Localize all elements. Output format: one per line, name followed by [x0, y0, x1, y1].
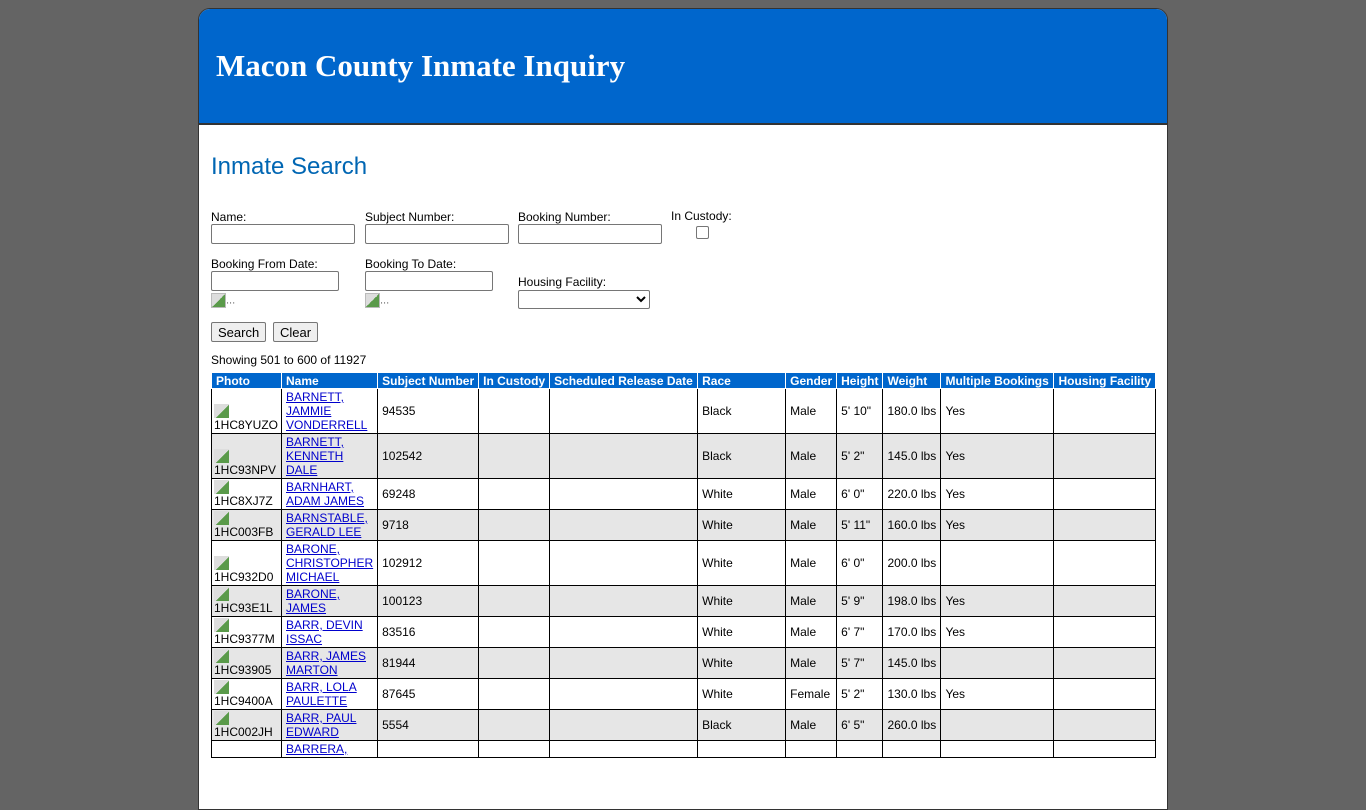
photo-alt-text: 1HC003FB: [214, 525, 274, 539]
cell-release-date: [550, 389, 698, 434]
calendar-from-icon[interactable]: ...: [211, 293, 235, 308]
cell-photo: [212, 741, 282, 758]
cell-gender: Male: [786, 710, 837, 741]
table-row: [212, 679, 1156, 710]
cell-race: White: [698, 510, 786, 541]
photo-alt-text: 1HC93NPV: [214, 463, 277, 477]
cell-weight: 145.0 lbs: [883, 648, 941, 679]
cell-name: [282, 586, 378, 617]
cell-gender: Male: [786, 479, 837, 510]
cell-height: 6' 5": [837, 710, 883, 741]
cell-in-custody: [479, 710, 550, 741]
cell-height: 6' 7": [837, 617, 883, 648]
column-header-name: Name: [282, 373, 378, 389]
cell-release-date: [550, 617, 698, 648]
inmate-photo-icon[interactable]: [214, 587, 229, 601]
site-title: Macon County Inmate Inquiry: [216, 48, 626, 83]
cell-housing-facility: [1054, 510, 1156, 541]
subject-number-label: Subject Number:: [365, 210, 455, 224]
table-row: [212, 710, 1156, 741]
inmate-photo-icon[interactable]: [214, 680, 229, 694]
inmate-name-link[interactable]: BARNETT, JAMMIE VONDERRELL: [286, 390, 368, 432]
cell-in-custody: [479, 434, 550, 479]
inmate-photo-icon[interactable]: [214, 480, 229, 494]
cell-photo: [212, 648, 282, 679]
cell-weight: 170.0 lbs: [883, 617, 941, 648]
cell-multiple-bookings: Yes: [941, 679, 1054, 710]
table-row: [212, 389, 1156, 434]
inmate-photo-icon[interactable]: [214, 449, 229, 463]
cell-race: White: [698, 479, 786, 510]
cell-photo: [212, 389, 282, 434]
cell-release-date: [550, 479, 698, 510]
cell-subject-number: [378, 741, 479, 758]
cell-photo: [212, 617, 282, 648]
inmate-name-link[interactable]: BARONE, JAMES: [286, 587, 341, 615]
cell-race: Black: [698, 434, 786, 479]
booking-from-input[interactable]: [211, 271, 339, 291]
cell-height: 5' 2": [837, 679, 883, 710]
cell-in-custody: [479, 648, 550, 679]
cell-housing-facility: [1054, 389, 1156, 434]
cell-release-date: [550, 434, 698, 479]
column-header-multiple-bookings: Multiple Bookings: [941, 373, 1054, 389]
cell-weight: 198.0 lbs: [883, 586, 941, 617]
cell-gender: Male: [786, 617, 837, 648]
page-title: Inmate Search: [211, 153, 368, 180]
cell-multiple-bookings: Yes: [941, 510, 1054, 541]
cell-gender: Male: [786, 648, 837, 679]
cell-subject-number: 9718: [378, 510, 479, 541]
cell-height: 5' 7": [837, 648, 883, 679]
cell-height: 5' 9": [837, 586, 883, 617]
cell-height: [837, 741, 883, 758]
cell-in-custody: [479, 510, 550, 541]
inmate-name-link[interactable]: BARRERA,: [286, 742, 348, 756]
inmate-name-link[interactable]: BARONE, CHRISTOPHER MICHAEL: [286, 542, 374, 584]
table-row: [212, 510, 1156, 541]
photo-alt-text: 1HC93E1L: [214, 601, 273, 615]
cell-multiple-bookings: Yes: [941, 434, 1054, 479]
inmate-photo-icon[interactable]: [214, 649, 229, 663]
cell-housing-facility: [1054, 710, 1156, 741]
cell-race: Black: [698, 710, 786, 741]
cell-name: [282, 541, 378, 586]
page-container: [198, 8, 1168, 810]
name-label: Name:: [211, 210, 247, 224]
cell-subject-number: 100123: [378, 586, 479, 617]
inmate-name-link[interactable]: BARR, JAMES MARTON: [286, 649, 367, 677]
cell-subject-number: 102912: [378, 541, 479, 586]
cell-in-custody: [479, 679, 550, 710]
cell-subject-number: 69248: [378, 479, 479, 510]
cell-release-date: [550, 741, 698, 758]
table-header-row: [212, 373, 1156, 389]
cell-release-date: [550, 586, 698, 617]
results-count: Showing 501 to 600 of 11927: [211, 353, 367, 367]
cell-subject-number: 81944: [378, 648, 479, 679]
cell-multiple-bookings: Yes: [941, 617, 1054, 648]
cell-name: [282, 389, 378, 434]
cell-housing-facility: [1054, 541, 1156, 586]
cell-multiple-bookings: [941, 710, 1054, 741]
column-header-weight: Weight: [883, 373, 941, 389]
cell-photo: [212, 479, 282, 510]
cell-height: 6' 0": [837, 541, 883, 586]
cell-gender: Female: [786, 679, 837, 710]
photo-alt-text: 1HC9377M: [214, 632, 275, 646]
cell-housing-facility: [1054, 617, 1156, 648]
table-row: [212, 586, 1156, 617]
cell-multiple-bookings: [941, 541, 1054, 586]
cell-housing-facility: [1054, 648, 1156, 679]
housing-facility-select[interactable]: [518, 290, 650, 309]
cell-name: [282, 679, 378, 710]
cell-race: White: [698, 648, 786, 679]
cell-multiple-bookings: Yes: [941, 389, 1054, 434]
column-header-race: Race: [698, 373, 786, 389]
cell-housing-facility: [1054, 434, 1156, 479]
cell-height: 6' 0": [837, 479, 883, 510]
column-header-housing-facility: Housing Facility: [1054, 373, 1156, 389]
inmate-name-link[interactable]: BARNETT, KENNETH DALE: [286, 435, 345, 477]
table-row: [212, 741, 1156, 758]
housing-facility-label: Housing Facility:: [518, 275, 607, 289]
cell-weight: 130.0 lbs: [883, 679, 941, 710]
cell-height: 5' 2": [837, 434, 883, 479]
subject-number-input[interactable]: [365, 224, 509, 244]
cell-multiple-bookings: Yes: [941, 586, 1054, 617]
cell-multiple-bookings: [941, 648, 1054, 679]
inmate-photo-icon[interactable]: [214, 618, 229, 632]
cell-release-date: [550, 648, 698, 679]
cell-name: [282, 479, 378, 510]
booking-number-input[interactable]: [518, 224, 662, 244]
booking-number-label: Booking Number:: [518, 210, 611, 224]
cell-photo: [212, 541, 282, 586]
cell-race: White: [698, 679, 786, 710]
cell-weight: 145.0 lbs: [883, 434, 941, 479]
cell-photo: [212, 710, 282, 741]
inmate-photo-icon[interactable]: [214, 404, 229, 418]
cell-gender: Male: [786, 586, 837, 617]
cell-weight: [883, 741, 941, 758]
cell-gender: Male: [786, 434, 837, 479]
cell-subject-number: 94535: [378, 389, 479, 434]
cell-release-date: [550, 710, 698, 741]
calendar-to-icon[interactable]: ...: [365, 293, 389, 308]
cell-name: [282, 510, 378, 541]
cell-subject-number: 87645: [378, 679, 479, 710]
inmate-name-link[interactable]: BARR, DEVIN ISSAC: [286, 618, 363, 646]
inmate-name-link[interactable]: BARR, PAUL EDWARD: [286, 711, 357, 739]
search-button[interactable]: Search: [211, 322, 266, 342]
cell-name: [282, 710, 378, 741]
column-header-height: Height: [837, 373, 883, 389]
photo-alt-text: 1HC8YUZO: [214, 418, 279, 432]
cell-release-date: [550, 510, 698, 541]
column-header-subject-number: Subject Number: [378, 373, 479, 389]
cell-multiple-bookings: Yes: [941, 479, 1054, 510]
cell-in-custody: [479, 741, 550, 758]
cell-subject-number: 102542: [378, 434, 479, 479]
column-header-release-date: Scheduled Release Date: [550, 373, 698, 389]
column-header-gender: Gender: [786, 373, 837, 389]
cell-photo: [212, 510, 282, 541]
photo-alt-text: 1HC002JH: [214, 725, 273, 739]
inmate-name-link[interactable]: BARNHART, ADAM JAMES: [286, 480, 365, 508]
in-custody-label: In Custody:: [671, 209, 732, 223]
cell-photo: [212, 434, 282, 479]
cell-release-date: [550, 541, 698, 586]
table-row: [212, 541, 1156, 586]
cell-name: [282, 434, 378, 479]
cell-multiple-bookings: [941, 741, 1054, 758]
cell-height: 5' 10": [837, 389, 883, 434]
in-custody-checkbox[interactable]: [696, 226, 709, 239]
photo-alt-text: 1HC8XJ7Z: [214, 494, 273, 508]
table-row: [212, 434, 1156, 479]
inmate-photo-icon[interactable]: [214, 556, 229, 570]
cell-release-date: [550, 679, 698, 710]
cell-weight: 200.0 lbs: [883, 541, 941, 586]
cell-in-custody: [479, 479, 550, 510]
cell-housing-facility: [1054, 479, 1156, 510]
cell-weight: 160.0 lbs: [883, 510, 941, 541]
photo-alt-text: 1HC9400A: [214, 694, 273, 708]
cell-weight: 260.0 lbs: [883, 710, 941, 741]
cell-race: White: [698, 541, 786, 586]
cell-race: [698, 741, 786, 758]
cell-height: 5' 11": [837, 510, 883, 541]
cell-weight: 220.0 lbs: [883, 479, 941, 510]
cell-photo: [212, 679, 282, 710]
inmate-photo-icon[interactable]: [214, 511, 229, 525]
inmate-name-link[interactable]: BARR, LOLA PAULETTE: [286, 680, 357, 708]
cell-gender: Male: [786, 389, 837, 434]
cell-in-custody: [479, 617, 550, 648]
table-row: [212, 479, 1156, 510]
results-table: [211, 373, 1156, 758]
photo-alt-text: 1HC932D0: [214, 570, 274, 584]
booking-from-label: Booking From Date:: [211, 257, 318, 271]
cell-housing-facility: [1054, 586, 1156, 617]
column-header-photo: Photo: [212, 373, 282, 389]
table-row: [212, 617, 1156, 648]
cell-in-custody: [479, 586, 550, 617]
cell-race: White: [698, 617, 786, 648]
cell-subject-number: 5554: [378, 710, 479, 741]
cell-housing-facility: [1054, 679, 1156, 710]
cell-gender: Male: [786, 541, 837, 586]
cell-race: Black: [698, 389, 786, 434]
cell-photo: [212, 586, 282, 617]
column-header-in-custody: In Custody: [479, 373, 550, 389]
cell-in-custody: [479, 541, 550, 586]
cell-housing-facility: [1054, 741, 1156, 758]
cell-name: [282, 617, 378, 648]
cell-weight: 180.0 lbs: [883, 389, 941, 434]
cell-gender: Male: [786, 510, 837, 541]
cell-race: White: [698, 586, 786, 617]
photo-alt-text: 1HC93905: [214, 663, 272, 677]
clear-button[interactable]: Clear: [273, 322, 318, 342]
table-row: [212, 648, 1156, 679]
inmate-name-link[interactable]: BARNSTABLE, GERALD LEE: [286, 511, 368, 539]
cell-in-custody: [479, 389, 550, 434]
cell-name: [282, 741, 378, 758]
header-banner: [199, 9, 1167, 125]
booking-to-label: Booking To Date:: [365, 257, 457, 271]
cell-name: [282, 648, 378, 679]
cell-gender: [786, 741, 837, 758]
name-input[interactable]: [211, 224, 355, 244]
booking-to-input[interactable]: [365, 271, 493, 291]
inmate-photo-icon[interactable]: [214, 711, 229, 725]
cell-subject-number: 83516: [378, 617, 479, 648]
